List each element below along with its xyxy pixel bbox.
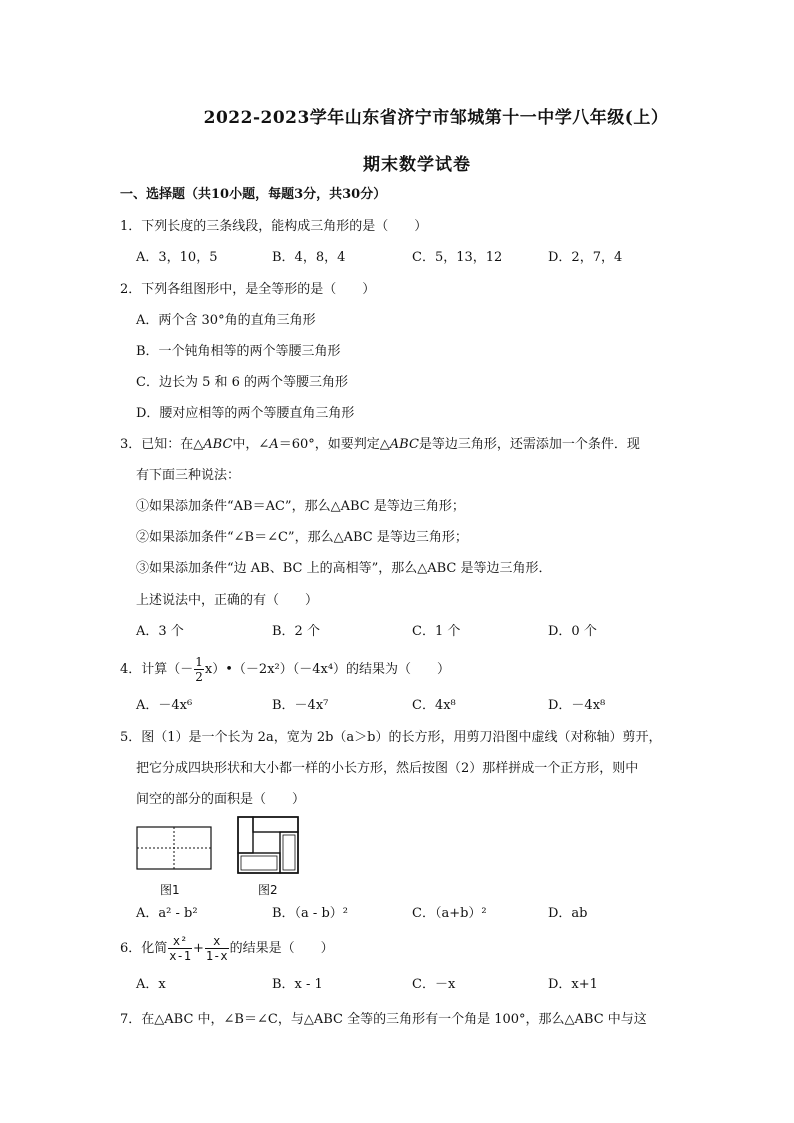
q2-option-b: B．一个钝角相等的两个等腰三角形 [136, 344, 341, 359]
q3-question: 上述说法中，正确的有（ ） [136, 593, 319, 608]
exam-title-line1: 2022-2023学年山东省济宁市邹城第十一中学八年级(上） [203, 108, 669, 128]
q6-option-c: C．－x [412, 977, 456, 992]
figure-2-caption: 图2 [258, 883, 278, 897]
q3-statement-1: ①如果添加条件“AB＝AC”，那么△ABC 是等边三角形； [136, 499, 465, 514]
q4-stem: 4．计算（－ $\frac{1}{2}$ x）•（－2x²）（－4x⁴）的结果为（ ） [120, 655, 451, 684]
q4-option-b: B．－4x⁷ [272, 698, 329, 713]
q3-stem-line2: 有下面三种说法： [136, 468, 241, 483]
q3-option-c: C．1 个 [412, 624, 461, 639]
section-heading: 一、选择题（共10小题，每题3分，共30分） [120, 187, 387, 202]
q3-statement-2: ②如果添加条件“∠B＝∠C”，那么△ABC 是等边三角形； [136, 530, 468, 545]
q1-option-b: B．4，8，4 [272, 250, 346, 265]
q3-option-a: A．3 个 [136, 624, 184, 639]
q6-option-b: B．x - 1 [272, 977, 323, 992]
q2-option-a: A．两个含 30°角的直角三角形 [136, 313, 316, 328]
q5-line3: 间空的部分的面积是（ ） [136, 792, 306, 807]
q1-option-d: D．2，7，4 [548, 250, 623, 265]
q6-option-d: D．x+1 [548, 977, 598, 992]
q2-stem: 2．下列各组图形中，是全等形的是（ ） [120, 282, 376, 297]
q7-line1: 7．在△ABC 中，∠B＝∠C，与△ABC 全等的三角形有一个角是 100°，那么△ABC 中与这 [120, 1012, 647, 1027]
q5-option-d: D．ab [548, 906, 588, 921]
q4-fraction: $\frac{1}{2}$ [195, 655, 203, 684]
q5-line1: 5．图（1）是一个长为 2a，宽为 2b（a＞b）的长方形，用剪刀沿图中虚线（对称轴）剪开， [120, 730, 662, 745]
q6-stem: 6．化简 $\frac{\text{x²}}{x-1}$ + $\frac{x}{1-x}$ 的结果是（ ） [120, 934, 334, 963]
q1-option-c: C．5，13，12 [412, 250, 503, 265]
exam-title-line2: 期末数学试卷 [363, 155, 471, 175]
q5-option-b: B．（a - b）² [272, 906, 348, 921]
q5-option-a: A．a² - b² [136, 906, 198, 921]
q6-option-a: A．x [136, 977, 166, 992]
q3-stem: 3．已知：在△ABC中，∠A＝60°，如要判定△ABC是等边三角形，还需添加一个条件．现 [120, 437, 640, 452]
q2-option-d: D．腰对应相等的两个等腰直角三角形 [136, 406, 355, 421]
q3-option-b: B．2 个 [272, 624, 320, 639]
q6-fraction-2: $\frac{x}{1-x}$ [205, 934, 228, 963]
q4-option-a: A．－4x⁶ [136, 698, 193, 713]
q4-option-d: D．－4x⁸ [548, 698, 606, 713]
q1-stem: 1．下列长度的三条线段，能构成三角形的是（ ） [120, 219, 428, 234]
q5-option-c: C．（a+b）² [412, 906, 487, 921]
q2-option-c: C．边长为 5 和 6 的两个等腰三角形 [136, 375, 349, 390]
q6-fraction-1: $\frac{\text{x²}}{x-1}$ [169, 934, 191, 963]
q4-option-c: C．4x⁸ [412, 698, 456, 713]
q3-option-d: D．0 个 [548, 624, 597, 639]
q5-line2: 把它分成四块形状和大小都一样的小长方形，然后按图（2）那样拼成一个正方形，则中 [136, 761, 639, 776]
q1-option-a: A．3，10，5 [136, 250, 218, 265]
q3-statement-3: ③如果添加条件“边 AB、BC 上的高相等”，那么△ABC 是等边三角形． [136, 561, 552, 576]
figure-2-square [236, 815, 300, 875]
figure-1-caption: 图1 [160, 883, 180, 897]
figure-1-rectangle [136, 826, 214, 872]
